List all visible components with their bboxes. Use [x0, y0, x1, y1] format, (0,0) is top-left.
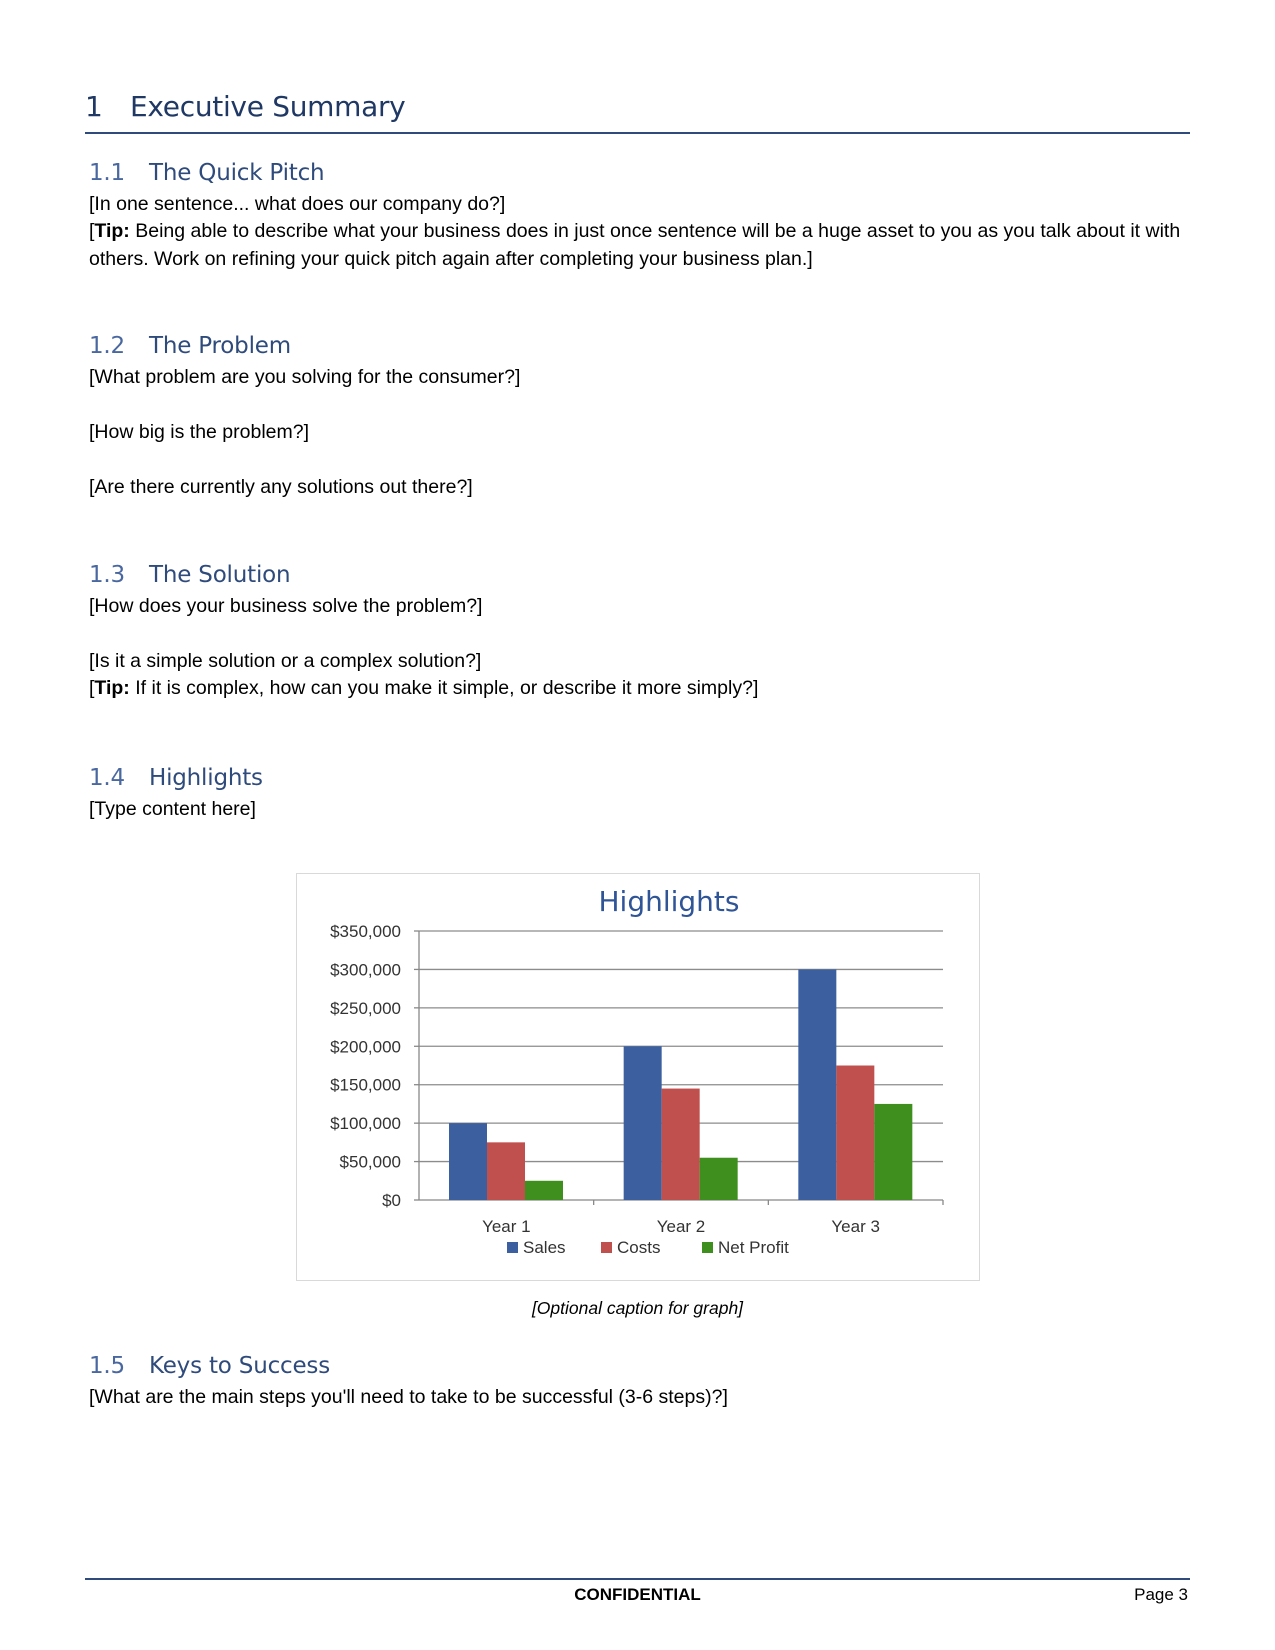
tip-paragraph: [Tip: If it is complex, how can you make it simple, or describe it more simply?] [89, 677, 759, 699]
paragraph: [Type content here] [89, 798, 256, 820]
paragraph: [What problem are you solving for the consumer?] [89, 366, 521, 388]
section-number: 1.3 [89, 562, 125, 588]
bar-costs [662, 1089, 700, 1200]
section-title: The Quick Pitch [149, 160, 325, 186]
section-title: Keys to Success [149, 1353, 330, 1379]
paragraph: [Are there currently any solutions out there?] [89, 476, 473, 498]
paragraph: [What are the main steps you'll need to take to be successful (3-6 steps)?] [89, 1386, 728, 1408]
section-number: 1.1 [89, 160, 125, 186]
legend-label: Costs [617, 1238, 661, 1257]
bar-net-profit [700, 1158, 738, 1200]
x-tick-label: Year 2 [656, 1217, 706, 1236]
heading-rule [85, 132, 1190, 134]
bar-costs [836, 1066, 874, 1201]
bar-costs [487, 1142, 525, 1200]
page-number: Page 3 [1134, 1585, 1188, 1604]
footer-rule [85, 1578, 1190, 1580]
chart-title: Highlights [598, 885, 740, 918]
section-title: Highlights [149, 765, 263, 791]
heading-number: 1 [85, 90, 103, 123]
x-tick-label: Year 1 [482, 1217, 531, 1236]
tip-label: Tip: [94, 220, 130, 242]
bar-sales [624, 1046, 662, 1200]
footer-confidential: CONFIDENTIAL [574, 1585, 701, 1604]
legend-swatch [702, 1242, 713, 1253]
section-number: 1.2 [89, 333, 125, 359]
tip-text: If it is complex, how can you make it simple, or describe it more simply?] [129, 677, 759, 699]
tip-label: Tip: [94, 677, 130, 699]
paragraph: [How big is the problem?] [89, 421, 310, 443]
paragraph: [How does your business solve the problem?] [89, 595, 483, 617]
bar-sales [449, 1123, 487, 1200]
chart-svg [297, 874, 979, 1280]
section-heading-quick-pitch [89, 160, 324, 186]
section-heading-keys-to-success [89, 1353, 330, 1379]
y-tick-label: $150,000 [330, 1075, 401, 1095]
section-number: 1.4 [89, 765, 125, 791]
section-number: 1.5 [89, 1353, 125, 1379]
bar-net-profit [874, 1104, 912, 1200]
section-title: The Solution [149, 562, 291, 588]
legend-label: Sales [523, 1238, 566, 1257]
y-tick-label: $250,000 [330, 998, 401, 1018]
y-tick-label: $50,000 [339, 1152, 401, 1172]
y-tick-label: $0 [382, 1191, 401, 1210]
section-title: The Problem [149, 333, 291, 359]
section-heading-solution [89, 562, 290, 588]
tip-text: Being able to describe what your business does in just once sentence will be a huge asset to you as you talk about it with others. Work on refining your quick pitch again after completing your business plan.] [89, 220, 1181, 270]
section-heading-highlights [89, 765, 263, 791]
chart-caption: [Optional caption for graph] [531, 1298, 744, 1318]
legend-label: Net Profit [718, 1238, 789, 1257]
page-heading [85, 90, 1185, 123]
highlights-chart [296, 873, 980, 1281]
legend-swatch [601, 1242, 612, 1253]
paragraph: [Is it a simple solution or a complex solution?] [89, 650, 482, 672]
y-tick-label: $300,000 [330, 960, 401, 980]
legend-swatch [507, 1242, 518, 1253]
x-tick-label: Year 3 [831, 1217, 880, 1236]
heading-title: Executive Summary [130, 90, 406, 123]
y-tick-label: $350,000 [330, 922, 401, 941]
bar-net-profit [525, 1181, 563, 1200]
y-tick-label: $200,000 [330, 1037, 401, 1057]
paragraph: [In one sentence... what does our company do?] [89, 193, 506, 215]
bar-sales [798, 969, 836, 1200]
tip-paragraph: [Tip: Being able to describe what your business does in just once sentence will be a huge asset to you as you talk about it with others. Work on refining your quick pitch again after completing your business plan.] [89, 220, 1181, 270]
y-tick-label: $100,000 [330, 1114, 401, 1134]
section-heading-problem [89, 333, 291, 359]
